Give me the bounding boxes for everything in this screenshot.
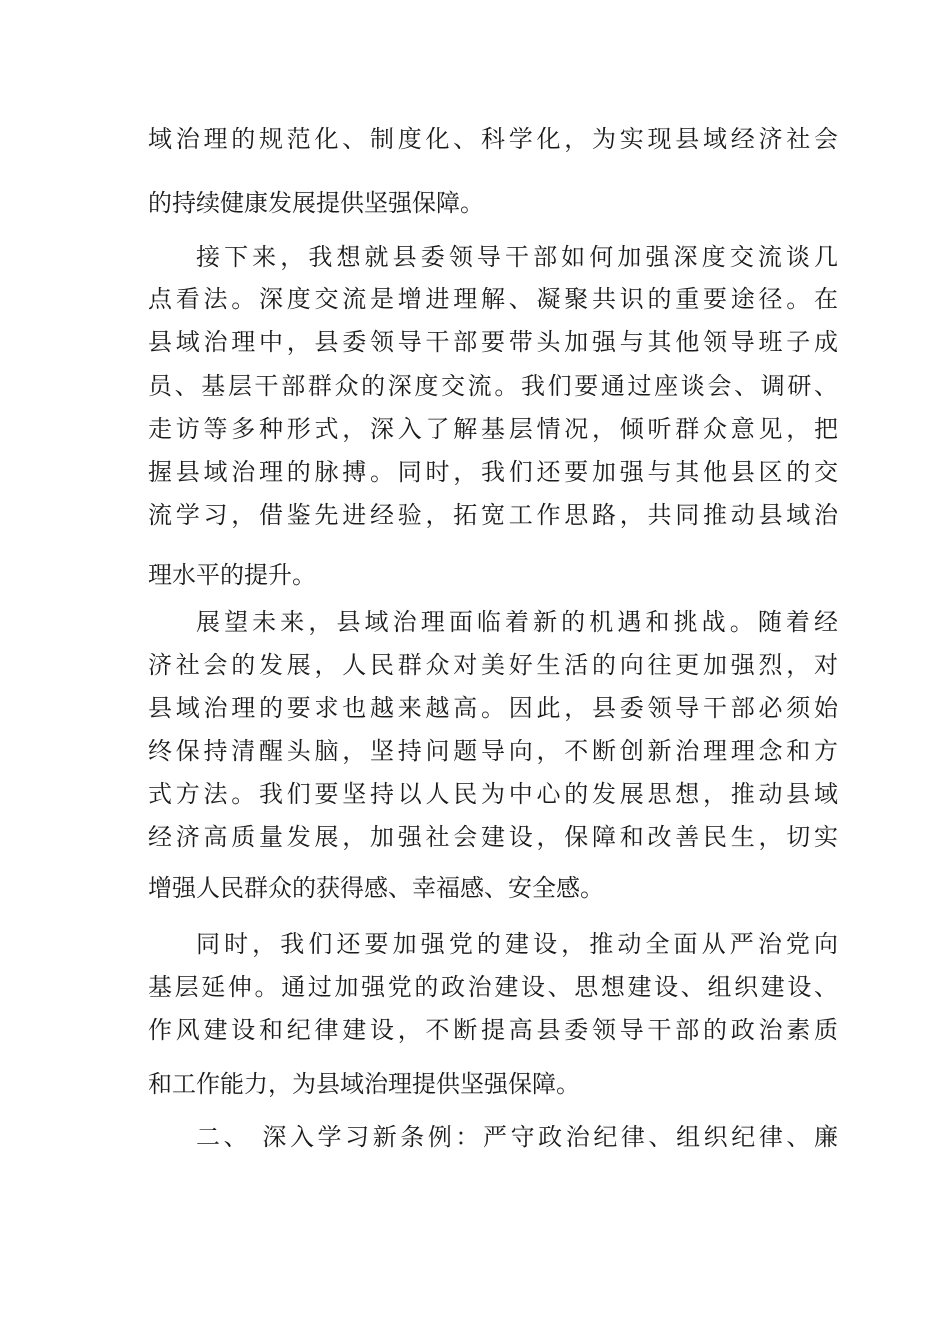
text-line: 经济高质量发展，加强社会建设，保障和改善民生，切实 — [148, 823, 838, 851]
text-line: 域治理的规范化、制度化、科学化，为实现县域经济社会 — [148, 125, 838, 153]
text-line: 县域治理的要求也越来越高。因此，县委领导干部必须始 — [148, 694, 838, 722]
text-line: 的持续健康发展提供坚强保障。 — [148, 189, 484, 217]
text-line: 式方法。我们要坚持以人民为中心的发展思想，推动县域 — [148, 780, 838, 808]
section-heading: 二、 深入学习新条例：严守政治纪律、组织纪律、廉 — [196, 1123, 838, 1151]
text-line: 县域治理中，县委领导干部要带头加强与其他领导班子成 — [148, 328, 838, 356]
text-line: 员、基层干部群众的深度交流。我们要通过座谈会、调研、 — [148, 372, 838, 400]
paragraph-first-line: 展望未来，县域治理面临着新的机遇和挑战。随着经 — [196, 608, 838, 636]
text-line: 和工作能力，为县域治理提供坚强保障。 — [148, 1070, 580, 1098]
text-line: 流学习，借鉴先进经验，拓宽工作思路，共同推动县域治 — [148, 501, 838, 529]
paragraph-first-line: 同时，我们还要加强党的建设，推动全面从严治党向 — [196, 930, 838, 958]
text-line: 握县域治理的脉搏。同时，我们还要加强与其他县区的交 — [148, 458, 838, 486]
text-line: 增强人民群众的获得感、幸福感、安全感。 — [148, 874, 604, 902]
text-line: 终保持清醒头脑，坚持问题导向，不断创新治理理念和方 — [148, 737, 838, 765]
paragraph-first-line: 接下来，我想就县委领导干部如何加强深度交流谈几 — [196, 243, 838, 271]
text-line: 走访等多种形式，深入了解基层情况，倾听群众意见，把 — [148, 415, 838, 443]
text-line: 作风建设和纪律建设，不断提高县委领导干部的政治素质 — [148, 1016, 838, 1044]
text-line: 济社会的发展，人民群众对美好生活的向往更加强烈，对 — [148, 651, 838, 679]
text-line: 理水平的提升。 — [148, 561, 316, 589]
text-line: 基层延伸。通过加强党的政治建设、思想建设、组织建设、 — [148, 973, 838, 1001]
text-line: 点看法。深度交流是增进理解、凝聚共识的重要途径。在 — [148, 285, 838, 313]
